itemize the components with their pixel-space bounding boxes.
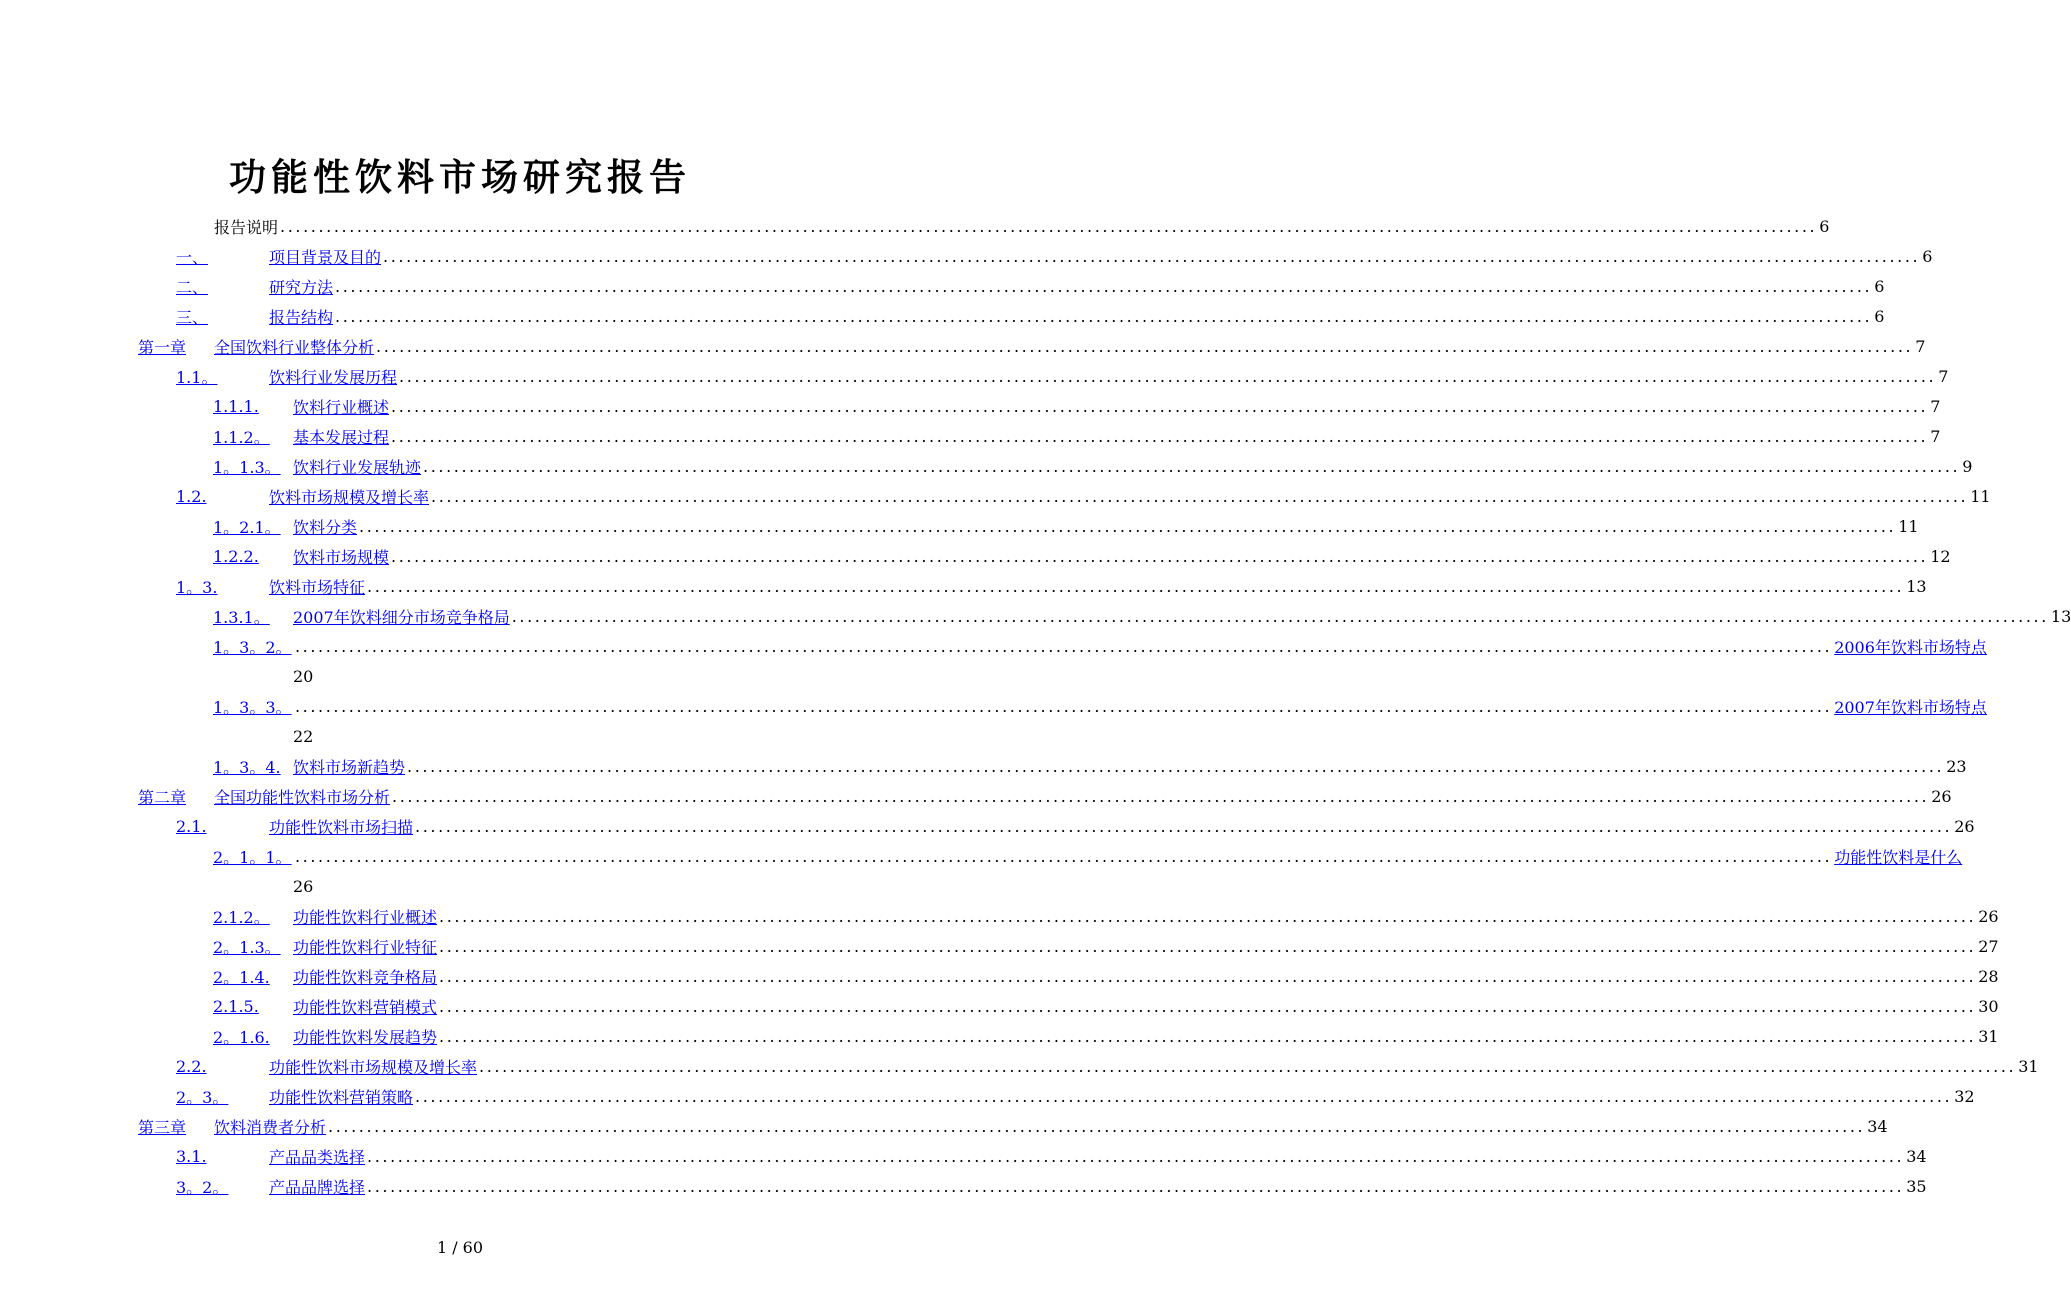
toc-dot-leader: ........................................................................................................................................................................................................ bbox=[391, 546, 1929, 566]
toc-entry[interactable] bbox=[0, 241, 1933, 271]
toc-dot-leader: ........................................................................................................................................................................................................ bbox=[295, 846, 1833, 866]
toc-entry[interactable] bbox=[0, 811, 1975, 841]
toc-entry[interactable] bbox=[0, 361, 1949, 391]
toc-entry[interactable] bbox=[0, 991, 1999, 1021]
toc-entry[interactable] bbox=[0, 1111, 1888, 1141]
toc-entry[interactable] bbox=[0, 481, 1991, 511]
toc-entry[interactable] bbox=[0, 301, 1885, 331]
toc-entry-title[interactable]: 功能性饮料是什么 bbox=[1834, 847, 1963, 867]
toc-entry-title[interactable]: 功能性饮料行业概述 bbox=[293, 907, 438, 927]
toc-page-number: 11 bbox=[1898, 516, 1919, 536]
toc-entry[interactable] bbox=[0, 631, 1987, 661]
table-of-contents bbox=[0, 211, 2071, 1201]
toc-entry bbox=[0, 211, 1830, 241]
toc-page-number: 23 bbox=[1946, 756, 1967, 776]
toc-entry-title[interactable]: 基本发展过程 bbox=[293, 427, 390, 447]
toc-page-number: 6 bbox=[1874, 276, 1885, 296]
toc-entry-number[interactable]: 二、 bbox=[176, 277, 209, 297]
toc-entry[interactable] bbox=[0, 841, 1963, 871]
toc-dot-leader: ........................................................................................................................................................................................................ bbox=[367, 1176, 1905, 1196]
toc-dot-leader: ........................................................................................................................................................................................................ bbox=[391, 426, 1929, 446]
toc-entry[interactable] bbox=[0, 451, 1973, 481]
toc-entry-title[interactable]: 2007年饮料市场特点 bbox=[1834, 697, 1987, 717]
toc-page-number: 20 bbox=[293, 666, 314, 686]
toc-entry-number[interactable]: 1.1.2。 bbox=[213, 427, 270, 447]
toc-entry-number[interactable]: 1.1.1. bbox=[213, 396, 259, 416]
toc-entry[interactable] bbox=[0, 421, 1941, 451]
toc-entry-number[interactable]: 2。1.6. bbox=[213, 1027, 270, 1047]
document-title: 功能性饮料市场研究报告 bbox=[229, 156, 691, 199]
toc-entry-title[interactable]: 功能性饮料营销模式 bbox=[293, 997, 438, 1017]
toc-entry-title[interactable]: 产品品类选择 bbox=[269, 1147, 366, 1167]
toc-entry-number[interactable]: 1.1。 bbox=[176, 367, 218, 387]
toc-entry-number[interactable]: 2.1. bbox=[176, 816, 207, 836]
toc-entry[interactable] bbox=[0, 961, 1999, 991]
toc-page-number: 6 bbox=[1922, 246, 1933, 266]
toc-dot-leader: ........................................................................................................................................................................................................ bbox=[439, 996, 1977, 1016]
toc-entry[interactable] bbox=[0, 691, 1987, 721]
toc-dot-leader: ........................................................................................................................................................................................................ bbox=[392, 786, 1930, 806]
toc-entry-title[interactable]: 功能性饮料营销策略 bbox=[269, 1087, 414, 1107]
toc-entry[interactable] bbox=[0, 601, 2071, 631]
toc-page-number: 26 bbox=[1931, 786, 1952, 806]
toc-entry[interactable] bbox=[0, 1081, 1975, 1111]
toc-entry-title[interactable]: 饮料市场特征 bbox=[269, 577, 366, 597]
toc-entry-number[interactable]: 三、 bbox=[176, 307, 209, 327]
toc-page-number: 32 bbox=[1954, 1086, 1975, 1106]
toc-dot-leader: ........................................................................................................................................................................................................ bbox=[511, 606, 2049, 626]
toc-page-number: 6 bbox=[1819, 216, 1830, 236]
toc-dot-leader: ........................................................................................................................................................................................................ bbox=[328, 1116, 1866, 1136]
toc-entry-title[interactable]: 项目背景及目的 bbox=[269, 247, 382, 267]
toc-entry-title[interactable]: 饮料行业发展轨迹 bbox=[293, 457, 422, 477]
toc-entry-number[interactable]: 2。1.3。 bbox=[213, 937, 281, 957]
toc-entry-number[interactable]: 1。3。4. bbox=[213, 757, 281, 777]
toc-entry[interactable] bbox=[0, 781, 1952, 811]
toc-entry-number[interactable]: 1。2.1。 bbox=[213, 517, 281, 537]
toc-entry-title[interactable]: 功能性饮料竞争格局 bbox=[293, 967, 438, 987]
toc-dot-leader: ........................................................................................................................................................................................................ bbox=[295, 636, 1833, 656]
toc-page-number: 26 bbox=[1954, 816, 1975, 836]
toc-entry-title[interactable]: 饮料市场新趋势 bbox=[293, 757, 406, 777]
toc-page-number: 22 bbox=[293, 726, 314, 746]
toc-entry-number[interactable]: 3。2。 bbox=[176, 1177, 229, 1197]
toc-page-number: 31 bbox=[2018, 1056, 2039, 1076]
toc-entry-number[interactable]: 1。3. bbox=[176, 577, 218, 597]
toc-page-number: 11 bbox=[1970, 486, 1991, 506]
toc-entry-number[interactable]: 3.1. bbox=[176, 1146, 207, 1166]
toc-dot-leader: ........................................................................................................................................................................................................ bbox=[479, 1056, 2017, 1076]
toc-page-number: 13 bbox=[2050, 606, 2071, 626]
toc-dot-leader: ........................................................................................................................................................................................................ bbox=[359, 516, 1897, 536]
toc-entry[interactable] bbox=[0, 901, 1999, 931]
toc-dot-leader: ........................................................................................................................................................................................................ bbox=[439, 966, 1977, 986]
toc-entry[interactable] bbox=[0, 751, 1967, 781]
toc-dot-leader: ........................................................................................................................................................................................................ bbox=[439, 1026, 1977, 1046]
toc-dot-leader: ........................................................................................................................................................................................................ bbox=[335, 276, 1873, 296]
toc-entry[interactable] bbox=[0, 1141, 1927, 1171]
toc-entry[interactable] bbox=[0, 1171, 1927, 1201]
toc-page-number: 9 bbox=[1962, 456, 1973, 476]
toc-entry-number[interactable]: 第一章 bbox=[138, 337, 187, 357]
toc-entry-title[interactable]: 产品品牌选择 bbox=[269, 1177, 366, 1197]
toc-entry-number[interactable]: 2.1.2。 bbox=[213, 907, 270, 927]
toc-entry-title[interactable]: 饮料市场规模及增长率 bbox=[269, 487, 430, 507]
toc-page-number: 34 bbox=[1906, 1146, 1927, 1166]
toc-entry[interactable] bbox=[0, 391, 1941, 421]
toc-entry-title[interactable]: 全国功能性饮料市场分析 bbox=[214, 787, 391, 807]
toc-entry-number[interactable]: 一、 bbox=[176, 247, 209, 267]
toc-entry-title[interactable]: 饮料分类 bbox=[293, 517, 358, 537]
toc-entry[interactable] bbox=[0, 571, 1927, 601]
toc-dot-leader: ........................................................................................................................................................................................................ bbox=[367, 1146, 1905, 1166]
toc-entry-number[interactable]: 1。1.3。 bbox=[213, 457, 281, 477]
toc-page-number: 12 bbox=[1930, 546, 1951, 566]
toc-dot-leader: ........................................................................................................................................................................................................ bbox=[439, 906, 1977, 926]
toc-entry[interactable] bbox=[0, 1021, 1999, 1051]
toc-entry[interactable] bbox=[0, 511, 1919, 541]
toc-dot-leader: ........................................................................................................................................................................................................ bbox=[295, 696, 1833, 716]
toc-entry-number[interactable]: 2。1。1。 bbox=[213, 847, 292, 867]
toc-dot-leader: ........................................................................................................................................................................................................ bbox=[335, 306, 1873, 326]
toc-entry[interactable] bbox=[0, 931, 1999, 961]
toc-page-number: 26 bbox=[1978, 906, 1999, 926]
toc-entry-title[interactable]: 饮料行业概述 bbox=[293, 397, 390, 417]
toc-page-number: 7 bbox=[1938, 366, 1949, 386]
toc-entry-title[interactable]: 2006年饮料市场特点 bbox=[1834, 637, 1987, 657]
toc-page-number: 34 bbox=[1867, 1116, 1888, 1136]
toc-page-number: 7 bbox=[1930, 426, 1941, 446]
toc-entry-title[interactable]: 功能性饮料市场规模及增长率 bbox=[269, 1057, 478, 1077]
toc-dot-leader: ........................................................................................................................................................................................................ bbox=[391, 396, 1929, 416]
toc-entry-title[interactable]: 研究方法 bbox=[269, 277, 334, 297]
toc-entry-title[interactable]: 2007年饮料细分市场竞争格局 bbox=[293, 607, 510, 627]
toc-entry[interactable] bbox=[0, 541, 1951, 571]
toc-dot-leader: ........................................................................................................................................................................................................ bbox=[415, 1086, 1953, 1106]
toc-page-number: 31 bbox=[1978, 1026, 1999, 1046]
toc-entry-title[interactable]: 功能性饮料行业特征 bbox=[293, 937, 438, 957]
toc-entry[interactable] bbox=[0, 331, 1926, 361]
toc-dot-leader: ........................................................................................................................................................................................................ bbox=[415, 816, 1953, 836]
toc-page-number: 26 bbox=[293, 876, 314, 896]
toc-entry-number[interactable]: 2.2. bbox=[176, 1056, 207, 1076]
toc-dot-leader: ........................................................................................................................................................................................................ bbox=[431, 486, 1969, 506]
toc-entry-title[interactable]: 报告结构 bbox=[269, 307, 334, 327]
toc-page-number: 7 bbox=[1915, 336, 1926, 356]
toc-page-number: 7 bbox=[1930, 396, 1941, 416]
page-footer: 1 / 60 bbox=[436, 1238, 484, 1257]
toc-dot-leader: ........................................................................................................................................................................................................ bbox=[439, 936, 1977, 956]
toc-page-number: 35 bbox=[1906, 1176, 1927, 1196]
toc-dot-leader: ........................................................................................................................................................................................................ bbox=[376, 336, 1914, 356]
toc-entry-number[interactable]: 1.2.2. bbox=[213, 546, 259, 566]
toc-entry[interactable] bbox=[0, 271, 1885, 301]
toc-dot-leader: ........................................................................................................................................................................................................ bbox=[407, 756, 1945, 776]
toc-page-number: 28 bbox=[1978, 966, 1999, 986]
toc-dot-leader: ........................................................................................................................................................................................................ bbox=[367, 576, 1905, 596]
toc-entry-number[interactable]: 1。3。3。 bbox=[213, 697, 292, 717]
toc-entry-title[interactable]: 饮料消费者分析 bbox=[214, 1117, 327, 1137]
toc-entry-title[interactable]: 全国饮料行业整体分析 bbox=[214, 337, 375, 357]
toc-entry-title[interactable]: 功能性饮料市场扫描 bbox=[269, 817, 414, 837]
toc-entry-number[interactable]: 2。1.4. bbox=[213, 967, 270, 987]
toc-page-number: 27 bbox=[1978, 936, 1999, 956]
toc-entry-title: 报告说明 bbox=[214, 217, 279, 237]
toc-entry-title[interactable]: 饮料市场规模 bbox=[293, 547, 390, 567]
toc-entry-number[interactable]: 2。3。 bbox=[176, 1087, 229, 1107]
toc-entry-title[interactable]: 饮料行业发展历程 bbox=[269, 367, 398, 387]
toc-entry-title[interactable]: 功能性饮料发展趋势 bbox=[293, 1027, 438, 1047]
toc-dot-leader: ........................................................................................................................................................................................................ bbox=[399, 366, 1937, 386]
toc-page-number: 30 bbox=[1978, 996, 1999, 1016]
toc-page-number: 6 bbox=[1874, 306, 1885, 326]
toc-dot-leader: ........................................................................................................................................................................................................ bbox=[383, 246, 1921, 266]
toc-dot-leader: ........................................................................................................................................................................................................ bbox=[280, 216, 1818, 236]
toc-entry-number[interactable]: 第三章 bbox=[138, 1117, 187, 1137]
toc-entry-number[interactable]: 第二章 bbox=[138, 787, 187, 807]
toc-entry-continuation bbox=[0, 871, 920, 901]
toc-dot-leader: ........................................................................................................................................................................................................ bbox=[423, 456, 1961, 476]
toc-entry-number[interactable]: 1.3.1。 bbox=[213, 607, 270, 627]
toc-entry-number[interactable]: 1.2. bbox=[176, 486, 207, 506]
toc-page-number: 13 bbox=[1906, 576, 1927, 596]
toc-entry[interactable] bbox=[0, 1051, 2039, 1081]
toc-entry-continuation bbox=[0, 661, 920, 691]
toc-entry-number[interactable]: 1。3。2。 bbox=[213, 637, 292, 657]
toc-entry-number[interactable]: 2.1.5. bbox=[213, 996, 259, 1016]
toc-entry-continuation bbox=[0, 721, 920, 751]
